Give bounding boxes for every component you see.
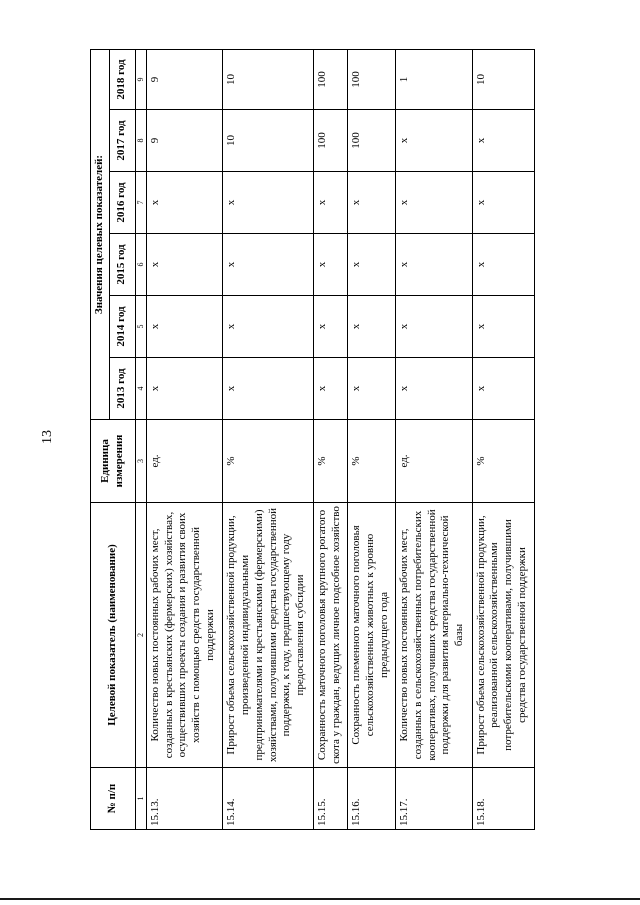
header-year-2015: 2015 год (109, 234, 135, 296)
header-indicator: Целевой показатель (наименование) (91, 503, 136, 768)
row-unit: % (348, 420, 396, 503)
header-year-2016: 2016 год (109, 172, 135, 234)
value-2017: х (472, 110, 534, 172)
value-2016: х (223, 172, 314, 234)
value-2015: х (146, 234, 223, 296)
value-2013: х (396, 358, 473, 420)
header-year-2017: 2017 год (109, 110, 135, 172)
value-2018: 1 (396, 50, 473, 110)
column-number: 9 (135, 50, 146, 110)
scan-edge-line (0, 898, 640, 900)
row-indicator-name: Количество новых постоянных рабочих мест, созданных в сельскохозяйственных потребительских кооперативах, получивших средства государственной поддержки для развития материально-технической базы (396, 503, 473, 768)
table-row (314, 50, 348, 830)
column-number: 7 (135, 172, 146, 234)
column-number: 5 (135, 296, 146, 358)
value-2013: х (223, 358, 314, 420)
row-unit: ед. (396, 420, 473, 503)
row-indicator-name: Прирост объема сельскохозяйственной продукции, произведенной индивидуальными предпринимателями и крестьянскими (фермерскими) хозяйствами, получившими средства государственной поддержки, к году, предшествующему году предоставления субсидии (223, 503, 314, 768)
value-2018: 10 (223, 50, 314, 110)
value-2014: х (348, 296, 396, 358)
table-row (223, 50, 314, 830)
column-number: 6 (135, 234, 146, 296)
header-year-2013: 2013 год (109, 358, 135, 420)
value-2016: х (348, 172, 396, 234)
value-2015: х (314, 234, 348, 296)
header-no: № п/п (91, 768, 136, 830)
value-2015: х (223, 234, 314, 296)
value-2017: 9 (146, 110, 223, 172)
value-2016: х (396, 172, 473, 234)
value-2017: 100 (348, 110, 396, 172)
row-indicator-name: Количество новых постоянных рабочих мест, созданных в крестьянских (фермерских) хозяйствах, осуществивших проекты создания и развития своих хозяйств с помощью средств государственной поддержки (146, 503, 223, 768)
value-2017: х (396, 110, 473, 172)
table-row (396, 50, 473, 830)
header-year-2018: 2018 год (109, 50, 135, 110)
header-year-2014: 2014 год (109, 296, 135, 358)
value-2013: х (146, 358, 223, 420)
rotated-table-container (90, 50, 535, 830)
value-2013: х (348, 358, 396, 420)
column-number: 8 (135, 110, 146, 172)
value-2014: х (314, 296, 348, 358)
header-values-group: Значения целевых показателей: (91, 50, 110, 420)
value-2018: 100 (314, 50, 348, 110)
row-number: 15.16. (348, 768, 396, 830)
value-2017: 10 (223, 110, 314, 172)
value-2018: 100 (348, 50, 396, 110)
table-row (348, 50, 396, 830)
row-unit: % (223, 420, 314, 503)
value-2013: х (314, 358, 348, 420)
row-unit: % (472, 420, 534, 503)
column-number: 3 (135, 420, 146, 503)
table-row (472, 50, 534, 830)
value-2014: х (223, 296, 314, 358)
row-indicator-name: Прирост объема сельскохозяйственной продукции, реализованной сельскохозяйственными потребительскими кооперативами, получившими средства государственной поддержки (472, 503, 534, 768)
value-2014: х (472, 296, 534, 358)
value-2016: х (472, 172, 534, 234)
value-2015: х (348, 234, 396, 296)
value-2018: 10 (472, 50, 534, 110)
value-2016: х (314, 172, 348, 234)
row-number: 15.14. (223, 768, 314, 830)
row-indicator-name: Сохранность маточного поголовья крупного рогатого скота у граждан, ведущих личное подсобное хозяйство (314, 503, 348, 768)
row-number: 15.17. (396, 768, 473, 830)
row-number: 15.13. (146, 768, 223, 830)
value-2014: х (146, 296, 223, 358)
value-2016: х (146, 172, 223, 234)
value-2018: 9 (146, 50, 223, 110)
row-indicator-name: Сохранность племенного маточного поголовья сельскохозяйственных животных к уровню предыдущего года (348, 503, 396, 768)
value-2015: х (472, 234, 534, 296)
value-2015: х (396, 234, 473, 296)
column-number: 4 (135, 358, 146, 420)
table-row (146, 50, 223, 830)
row-number: 15.18. (472, 768, 534, 830)
row-unit: ед. (146, 420, 223, 503)
column-number: 2 (135, 503, 146, 768)
value-2013: х (472, 358, 534, 420)
column-number: 1 (135, 768, 146, 830)
value-2014: х (396, 296, 473, 358)
target-indicators-table (90, 49, 535, 830)
value-2017: 100 (314, 110, 348, 172)
page-number: 13 (40, 430, 55, 444)
row-unit: % (314, 420, 348, 503)
header-unit: Единица измерения (91, 420, 136, 503)
row-number: 15.15. (314, 768, 348, 830)
